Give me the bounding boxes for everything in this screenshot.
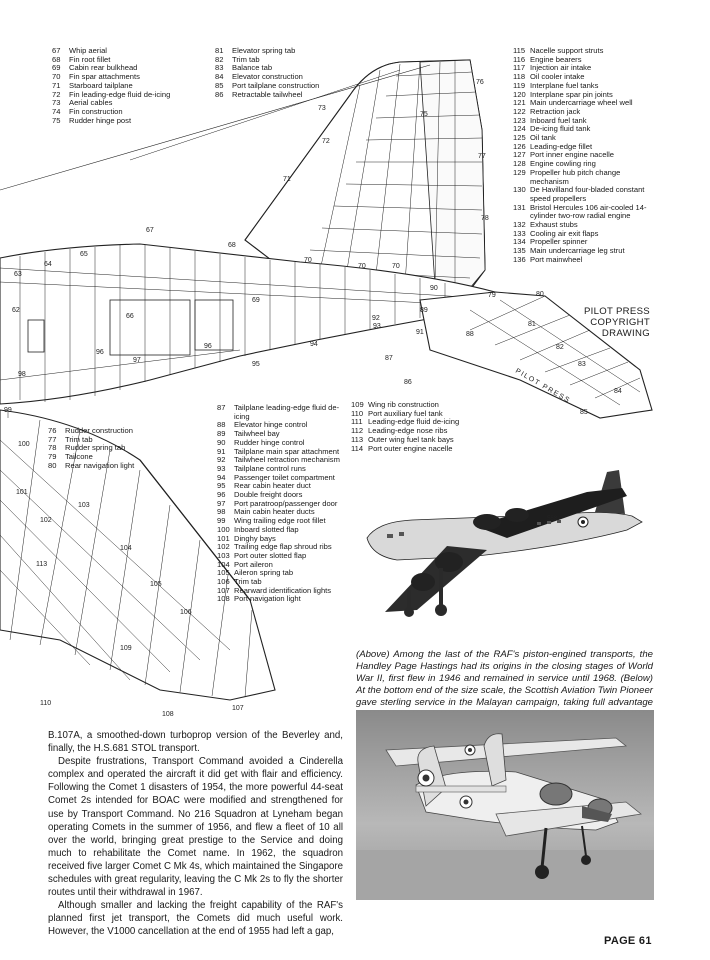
key-item-text: Fin construction [69, 106, 123, 116]
drawing-watermark: PILOT PRESS [514, 367, 572, 405]
key-lower-right [351, 401, 511, 453]
key-item-number: 94 [217, 472, 226, 482]
photo-twin-pioneer [356, 710, 654, 900]
svg-text:91: 91 [416, 329, 424, 336]
key-item-number: 110 [351, 408, 364, 418]
key-item-text: Rear navigation light [65, 460, 135, 470]
key-upper-mid [215, 47, 357, 99]
key-item-number: 84 [215, 72, 224, 82]
key-item-text: Engine cowling ring [530, 159, 596, 169]
key-item-text: Trim tab [234, 577, 262, 587]
key-item-number: 87 [217, 403, 226, 412]
key-item-text: Outer wing fuel tank bays [368, 434, 454, 444]
key-item-text: Propeller spinner [530, 237, 588, 247]
page-number: PAGE 61 [604, 935, 652, 947]
key-item-text: Interplane fuel tanks [530, 80, 599, 90]
article-body [48, 729, 343, 939]
key-item [513, 204, 655, 221]
svg-text:90: 90 [430, 285, 438, 292]
svg-text:83: 83 [578, 361, 586, 368]
svg-text:93: 93 [373, 323, 381, 330]
svg-text:96: 96 [204, 343, 212, 350]
svg-text:101: 101 [16, 489, 28, 496]
key-item-text: Port inner engine nacelle [530, 150, 615, 160]
key-item-text: Starboard tailplane [69, 80, 133, 90]
svg-text:113: 113 [36, 561, 48, 568]
key-item-text: Port outer slotted flap [234, 550, 307, 560]
svg-text:71: 71 [283, 176, 291, 183]
key-item-number: 127 [513, 150, 526, 160]
photo-hastings [357, 460, 654, 640]
key-item-text: Propeller hub pitch change mechanism [530, 167, 621, 186]
key-item-text: Tailwheel bay [234, 429, 280, 439]
key-item-number: 77 [48, 434, 57, 444]
key-item-text: Balance tab [232, 63, 273, 73]
key-item-number: 96 [217, 490, 226, 500]
key-item-text: Port outer engine nacelle [368, 443, 453, 453]
key-item-number: 112 [351, 426, 364, 436]
key-item-number: 134 [513, 237, 526, 247]
key-item-number: 124 [513, 124, 526, 134]
svg-text:87: 87 [385, 355, 393, 362]
svg-text:82: 82 [556, 344, 564, 351]
key-item-number: 79 [48, 452, 57, 462]
key-item-text: Rudder spring tab [65, 443, 126, 453]
key-item-number: 82 [215, 54, 224, 64]
key-item-number: 119 [513, 80, 526, 90]
key-item-number: 71 [52, 80, 61, 90]
key-item-number: 107 [217, 585, 230, 595]
key-item-number: 105 [217, 568, 230, 578]
key-item-number: 130 [513, 185, 526, 195]
key-item-text: Elevator construction [232, 72, 303, 82]
svg-text:70: 70 [304, 257, 312, 264]
svg-text:102: 102 [40, 517, 52, 524]
key-item-number: 101 [217, 533, 230, 543]
photo-caption: (Above) Among the last of the RAF's piston-engined transports, the Handley Page Hastings had its origins in the closing stages of World War II, first flew in 1946 and remained in service until 1968. (Below) At the bottom end of the size scale, the Scottish Aviation Twin Pioneer gave sterling service in the Malayan campaign, taking full advantage [356, 649, 653, 708]
svg-text:76: 76 [476, 79, 484, 86]
key-item-text: Double freight doors [234, 490, 303, 500]
key-item-text: Fin spar attachments [69, 72, 140, 82]
key-item-text: Main undercarriage leg strut [530, 246, 625, 256]
key-item [215, 91, 357, 100]
key-item-text: Fin root fillet [69, 54, 111, 64]
key-item-text: Aileron spring tab [234, 568, 294, 578]
svg-text:64: 64 [44, 261, 52, 268]
key-item-number: 78 [48, 443, 57, 453]
key-item [513, 256, 655, 265]
key-upper-left [52, 47, 176, 125]
key-item-number: 103 [217, 550, 230, 560]
key-item-text: Rudder construction [65, 426, 133, 435]
key-item-text: Bristol Hercules 106 air-cooled 14-cylinder two-row radial engine [530, 202, 647, 221]
key-item-number: 131 [513, 202, 526, 212]
key-item-text: Leading-edge nose ribs [368, 426, 448, 436]
key-item-number: 122 [513, 106, 526, 116]
svg-text:107: 107 [232, 705, 244, 712]
key-item-text: Cabin rear bulkhead [69, 63, 138, 73]
key-item-number: 76 [48, 426, 57, 435]
svg-text:67: 67 [146, 227, 154, 234]
key-item-text: Wing rib construction [368, 400, 439, 409]
svg-text:95: 95 [252, 361, 260, 368]
key-item-number: 129 [513, 167, 526, 177]
key-item-text: Main undercarriage wheel well [530, 98, 633, 108]
key-item-text: Inboard fuel tank [530, 115, 587, 125]
key-item-text: Injection air intake [530, 63, 592, 73]
svg-text:72: 72 [322, 138, 330, 145]
key-item-number: 109 [351, 400, 364, 409]
key-lower-left [48, 427, 166, 471]
svg-text:89: 89 [420, 307, 428, 314]
key-upper-right [513, 47, 655, 265]
key-item-text: Retraction jack [530, 106, 581, 116]
key-item-text: Whip aerial [69, 46, 107, 55]
key-item-number: 72 [52, 89, 61, 99]
key-item-number: 73 [52, 98, 61, 108]
key-item-number: 120 [513, 89, 526, 99]
key-item-number: 136 [513, 254, 526, 264]
key-item-number: 100 [217, 524, 230, 534]
key-item-text: Retractable tailwheel [232, 89, 303, 99]
key-item-text: Port navigation light [234, 594, 301, 604]
key-item-number: 95 [217, 481, 226, 491]
key-item-text: Trailing edge flap shroud ribs [234, 542, 332, 552]
svg-text:105: 105 [150, 581, 162, 588]
key-item-text: Elevator hinge control [234, 420, 308, 430]
key-item-number: 108 [217, 594, 230, 604]
key-item [217, 404, 341, 421]
key-item-number: 69 [52, 63, 61, 73]
svg-text:81: 81 [528, 321, 536, 328]
key-item-text: Tailplane leading-edge fluid de-icing [234, 403, 340, 421]
svg-text:104: 104 [120, 545, 132, 552]
key-item-number: 115 [513, 46, 526, 55]
key-item-text: Trim tab [232, 54, 260, 64]
key-item-text: De Havilland four-bladed constant speed propellers [530, 185, 645, 203]
svg-text:109: 109 [120, 645, 132, 652]
key-item-text: De-icing fluid tank [530, 124, 591, 134]
svg-text:88: 88 [466, 331, 474, 338]
key-item-number: 121 [513, 98, 526, 108]
key-item-number: 90 [217, 437, 226, 447]
svg-text:110: 110 [40, 700, 52, 707]
key-item-text: Cooling air exit flaps [530, 228, 599, 238]
key-item-number: 98 [217, 507, 226, 517]
svg-text:85: 85 [580, 409, 588, 416]
key-item-text: Fin leading-edge fluid de-icing [69, 89, 171, 99]
key-item-number: 125 [513, 133, 526, 143]
body-paragraph: B.107A, a smoothed-down turboprop version of the Beverley and, finally, the H.S.681 STOL transport. [48, 730, 343, 755]
credit-line: PILOT PRESS [583, 306, 650, 317]
key-item-text: Interplane spar pin joints [530, 89, 613, 99]
key-item-number: 99 [217, 516, 226, 526]
key-item-text: Rear cabin heater duct [234, 481, 311, 491]
svg-text:77: 77 [478, 153, 486, 160]
key-item-text: Tailwheel retraction mechanism [234, 455, 340, 465]
key-item-number: 135 [513, 246, 526, 256]
key-item-text: Tailplane control runs [234, 463, 306, 473]
key-item-text: Exhaust stubs [530, 220, 578, 230]
key-item-text: Nacelle support struts [530, 46, 604, 55]
svg-text:106: 106 [180, 609, 192, 616]
key-item-number: 132 [513, 220, 526, 230]
key-item-text: Port aileron [234, 559, 273, 569]
key-item-number: 123 [513, 115, 526, 125]
key-item-text: Aerial cables [69, 98, 113, 108]
key-item-number: 85 [215, 80, 224, 90]
key-item-number: 70 [52, 72, 61, 82]
key-item-text: Leading-edge fillet [530, 141, 593, 151]
key-item-text: Port auxiliary fuel tank [368, 408, 443, 418]
svg-text:78: 78 [481, 215, 489, 222]
key-item [48, 462, 166, 471]
key-item-text: Engine bearers [530, 54, 582, 64]
key-item [52, 117, 176, 126]
svg-text:98: 98 [18, 371, 26, 378]
key-item-number: 126 [513, 141, 526, 151]
svg-text:73: 73 [318, 105, 326, 112]
credit-line: COPYRIGHT [590, 317, 650, 328]
key-item-number: 81 [215, 46, 224, 55]
key-item-text: Rudder hinge post [69, 115, 132, 125]
key-item [217, 595, 341, 604]
body-paragraph: Despite frustrations, Transport Command avoided a Cinderella complex and operated the aircraft it did get with flair and efficiency. Following the Comet 1 disasters of 1954, the more powerful 44-seat Comet 2s intended for BOAC were modified and strengthened for use by Transport Command. No 216 Squadron at Lyneham began operating Comets in the summer of 1956, and flew a fleet of 10 all over the world, bringing great prestige to the Service and doing much to rehabilitate the Comet name. In 1962, the squadron received five larger Comet C Mk 4s, which maintained the Singapore schedules with great regularity, leaving the C Mk 2s to fly the shorter routes until their withdrawal in 1967. [48, 756, 343, 899]
key-item-number: 106 [217, 577, 230, 587]
svg-text:66: 66 [126, 313, 134, 320]
key-item-number: 114 [351, 443, 364, 453]
key-item-number: 83 [215, 63, 224, 73]
key-item-text: Inboard slotted flap [234, 524, 299, 534]
key-item-number: 128 [513, 159, 526, 169]
key-item-text: Port mainwheel [530, 254, 583, 264]
svg-text:94: 94 [310, 341, 318, 348]
key-item-number: 93 [217, 463, 226, 473]
svg-text:103: 103 [78, 502, 90, 509]
key-item-text: Port tailplane construction [232, 80, 320, 90]
key-item-text: Wing trailing edge root fillet [234, 516, 326, 526]
key-item-number: 86 [215, 89, 224, 99]
key-item-number: 104 [217, 559, 230, 569]
key-item-number: 68 [52, 54, 61, 64]
key-item-number: 67 [52, 46, 61, 55]
key-item [513, 186, 655, 203]
key-item-number: 75 [52, 115, 61, 125]
key-item-text: Rearward identification lights [234, 585, 332, 595]
svg-text:80: 80 [536, 291, 544, 298]
key-item-number: 80 [48, 460, 57, 470]
key-item-text: Tailcone [65, 452, 93, 462]
svg-text:70: 70 [392, 263, 400, 270]
svg-text:69: 69 [252, 297, 260, 304]
key-item-text: Dinghy bays [234, 533, 276, 543]
key-item-text: Oil tank [530, 133, 556, 143]
key-item-number: 91 [217, 446, 226, 456]
credit-line: DRAWING [601, 328, 650, 339]
key-item-number: 117 [513, 63, 526, 73]
svg-text:75: 75 [420, 111, 428, 118]
key-item-text: Passenger toilet compartment [234, 472, 335, 482]
svg-text:96: 96 [96, 349, 104, 356]
body-paragraph: Although smaller and lacking the freight capability of the RAF's planned first jet transport, the Comets did much useful work. However, the V1000 cancellation at the end of 1955 had left a gap, [48, 900, 343, 938]
svg-text:84: 84 [614, 388, 622, 395]
key-item-number: 118 [513, 72, 526, 82]
svg-text:65: 65 [80, 251, 88, 258]
svg-text:79: 79 [488, 292, 496, 299]
svg-text:70: 70 [358, 263, 366, 270]
svg-text:62: 62 [12, 307, 20, 314]
svg-text:108: 108 [162, 711, 174, 718]
key-item-number: 92 [217, 455, 226, 465]
svg-text:68: 68 [228, 242, 236, 249]
key-item-text: Main cabin heater ducts [234, 507, 315, 517]
key-item-number: 97 [217, 498, 226, 508]
key-item-number: 113 [351, 434, 364, 444]
aircraft-serial: 568 [547, 516, 558, 522]
key-item-text: Rudder hinge control [234, 437, 305, 447]
key-item [351, 445, 511, 454]
key-item-number: 133 [513, 228, 526, 238]
svg-text:100: 100 [18, 441, 30, 448]
key-item-number: 88 [217, 420, 226, 430]
svg-text:63: 63 [14, 271, 22, 278]
key-item [513, 169, 655, 186]
key-item-text: Elevator spring tab [232, 46, 296, 55]
key-item-text: Leading-edge fluid de-icing [368, 417, 460, 427]
key-item-text: Tailplane main spar attachment [234, 446, 340, 456]
drawing-credit [560, 306, 650, 339]
svg-text:86: 86 [404, 379, 412, 386]
key-lower-mid [217, 404, 341, 604]
key-item-number: 89 [217, 429, 226, 439]
svg-text:99: 99 [4, 407, 12, 414]
key-item-number: 102 [217, 542, 230, 552]
svg-text:97: 97 [133, 357, 141, 364]
svg-text:92: 92 [372, 315, 380, 322]
key-item-text: Port paratroop/passenger door [234, 498, 338, 508]
key-item-number: 74 [52, 106, 61, 116]
key-item-text: Oil cooler intake [530, 72, 585, 82]
key-item-number: 116 [513, 54, 526, 64]
key-item-number: 111 [351, 417, 363, 427]
key-item-text: Trim tab [65, 434, 93, 444]
